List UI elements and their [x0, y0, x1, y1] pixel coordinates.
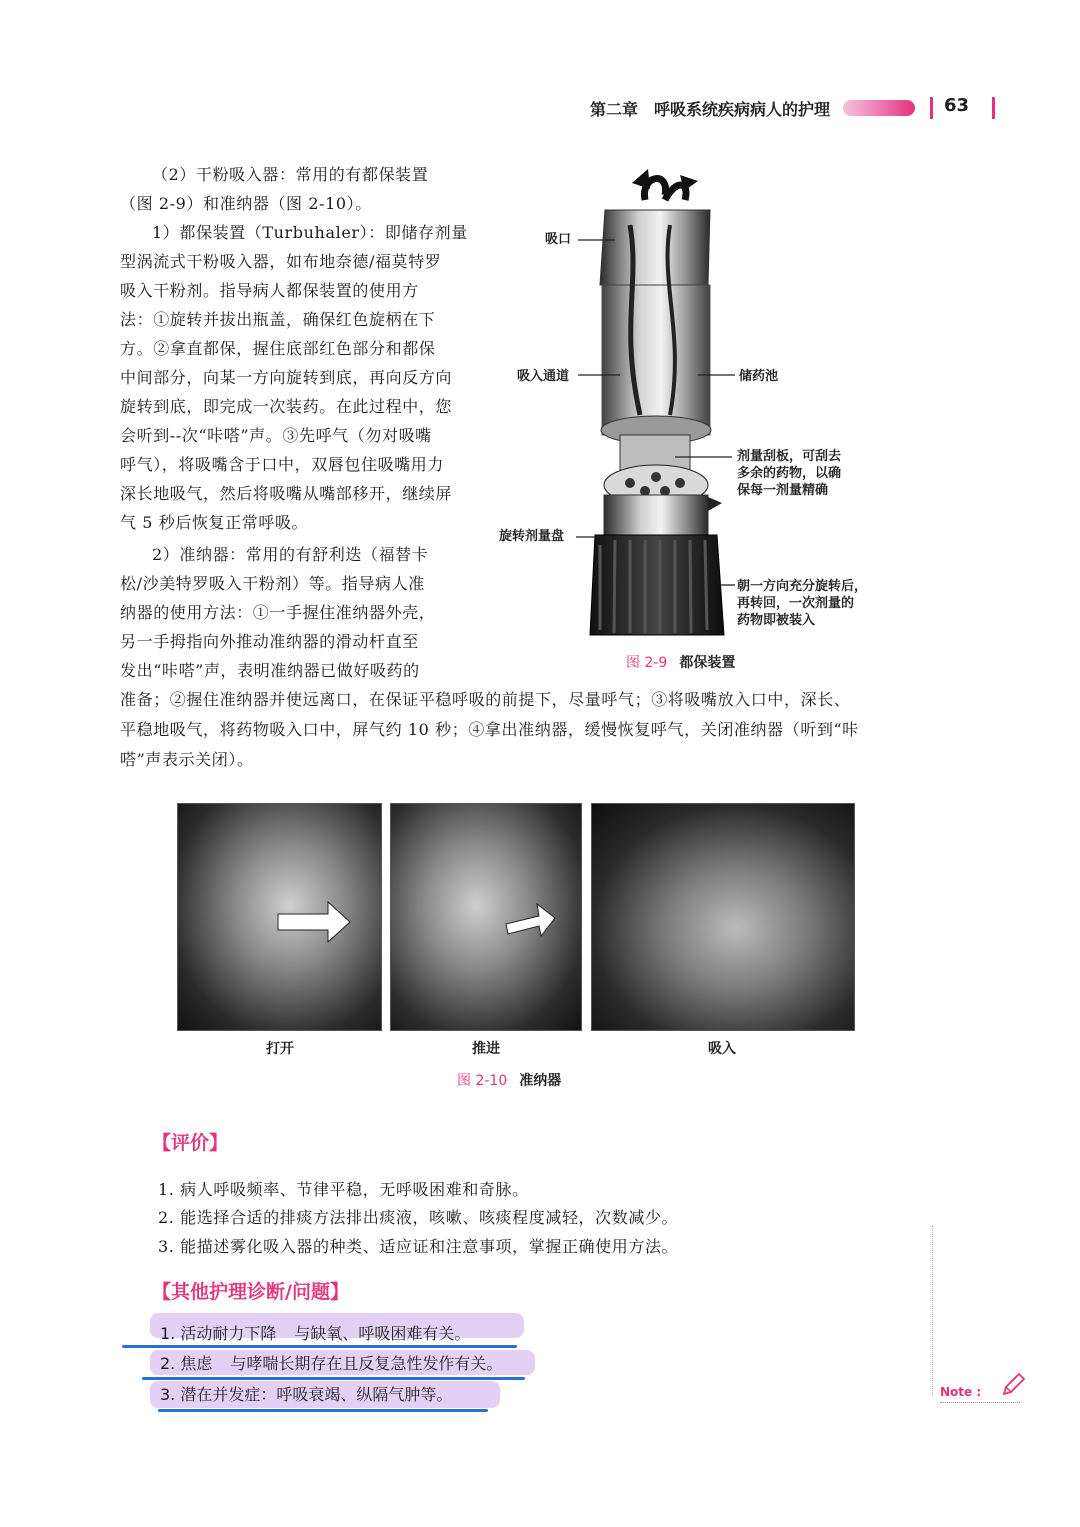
accuhaler-photo-inhale — [591, 803, 855, 1031]
figure-number: 图 2-9 — [626, 655, 668, 671]
text-line: 平稳地吸气，将药物吸入口中，屏气约 10 秒；④拿出准纳器，缓慢恢复呼气，关闭准纳器（听到“咔 — [120, 720, 859, 739]
text-line: （2）干粉吸入器：常用的有都保装置 — [152, 165, 429, 184]
section-heading-evaluation: 【评价】 — [152, 1132, 229, 1154]
note-rule — [940, 1402, 1020, 1403]
accuhaler-photo-open — [177, 803, 382, 1031]
text-line: 纳器的使用方法：①一手握住准纳器外壳， — [120, 603, 436, 622]
diagnosis-term: 2. 焦虑 — [160, 1354, 213, 1373]
margin-divider — [932, 1225, 933, 1395]
text-line: 会听到--次“咔嗒”声。③先呼气（勿对吸嘴 — [120, 426, 432, 445]
callout-turn-2: 再转回，一次剂量的 — [737, 596, 855, 611]
text-line: 另一手拇指向外推动准纳器的滑动杆直至 — [120, 632, 419, 651]
evaluation-item: 2. 能选择合适的排痰方法排出痰液，咳嗽、咳痰程度减轻，次数减少。 — [158, 1208, 679, 1227]
text-line: 型涡流式干粉吸入器，如布地奈德/福莫特罗 — [120, 252, 442, 271]
pencil-icon — [1000, 1372, 1026, 1398]
text-line: 气 5 秒后恢复正常呼吸。 — [120, 513, 309, 532]
text-line: 松/沙美特罗吸入干粉剂）等。指导病人准 — [120, 574, 425, 593]
figure-title: 准纳器 — [519, 1073, 562, 1089]
text-line: 嗒”声表示关闭）。 — [120, 750, 254, 769]
diagnosis-term: 3. 潜在并发症：呼吸衰竭、纵隔气肿等。 — [160, 1385, 453, 1404]
text-line: 呼气），将吸嘴含于口中，双唇包住吸嘴用力 — [120, 455, 445, 474]
diagnosis-term: 1. 活动耐力下降 — [160, 1324, 277, 1343]
callout-turn-3: 药物即被装入 — [737, 613, 816, 628]
diagnosis-desc: 与哮喘长期存在且反复急性发作有关。 — [230, 1354, 503, 1373]
photo-label-push: 推进 — [472, 1041, 500, 1057]
diagnosis-desc: 与缺氧、呼吸困难有关。 — [294, 1324, 471, 1343]
photo-label-inhale: 吸入 — [708, 1041, 736, 1057]
text-line: 中间部分，向某一方向旋转到底，再向反方向 — [120, 368, 453, 387]
note-label: Note : — [940, 1385, 982, 1399]
figure-caption — [626, 652, 735, 672]
text-line: 旋转到底，即完成一次装药。在此过程中，您 — [120, 397, 453, 416]
callout-inhale-channel: 吸入通道 — [517, 369, 570, 384]
diagnosis-item-3 — [160, 1382, 452, 1405]
text-line: 吸入干粉剂。指导病人都保装置的使用方 — [120, 281, 419, 300]
header-divider-right — [992, 97, 995, 119]
underline-mark — [122, 1345, 517, 1348]
text-line: 发出“咔嗒”声，表明准纳器已做好吸药的 — [120, 661, 420, 680]
callout-scraper-3: 保每一剂量精确 — [737, 483, 829, 498]
text-line: 法：①旋转并拔出瓶盖，确保红色旋柄在下 — [120, 310, 436, 329]
header-accent-bar — [843, 100, 915, 116]
figure-caption — [457, 1070, 561, 1090]
callout-turn-1: 朝一方向充分旋转后， — [737, 579, 868, 594]
arrow-icon — [391, 804, 581, 1030]
diagnosis-item-2 — [160, 1351, 502, 1374]
chapter-title: 第二章 呼吸系统疾病病人的护理 — [589, 100, 830, 119]
callout-dial: 旋转剂量盘 — [499, 529, 565, 544]
text-line: 深长地吸气，然后将吸嘴从嘴部移开，继续屏 — [120, 484, 453, 503]
text-line: 1）都保装置（Turbuhaler）：即储存剂量 — [152, 223, 468, 242]
accuhaler-photo-push — [390, 803, 582, 1031]
callout-scraper-2: 多余的药物，以确 — [737, 466, 842, 481]
section-heading-other-diagnoses: 【其他护理诊断/问题】 — [152, 1281, 349, 1303]
text-line: 2）准纳器：常用的有舒利迭（福替卡 — [152, 545, 429, 564]
evaluation-item: 3. 能描述雾化吸入器的种类、适应证和注意事项，掌握正确使用方法。 — [158, 1237, 679, 1256]
arrow-icon — [178, 804, 381, 1030]
page-number: 63 — [944, 95, 970, 116]
text-line: （图 2-9）和准纳器（图 2-10）。 — [120, 194, 372, 213]
figure-title: 都保装置 — [679, 655, 736, 671]
underline-mark — [158, 1409, 488, 1412]
photo-label-open: 打开 — [266, 1041, 294, 1057]
header-divider — [930, 97, 933, 119]
text-line: 方。②拿直都保，握住底部红色部分和都保 — [120, 339, 436, 358]
figure-number: 图 2-10 — [457, 1073, 508, 1089]
callout-scraper-1: 剂量刮板，可刮去 — [737, 449, 842, 464]
diagnosis-item-1 — [160, 1321, 470, 1344]
callout-reservoir: 储药池 — [739, 369, 779, 384]
underline-mark — [142, 1377, 525, 1380]
callout-mouthpiece: 吸口 — [545, 232, 572, 247]
evaluation-item: 1. 病人呼吸频率、节律平稳，无呼吸困难和奇脉。 — [158, 1180, 529, 1199]
text-line: 准备；②握住准纳器并使远离口，在保证平稳呼吸的前提下，尽量呼气；③将吸嘴放入口中，深长、 — [120, 690, 851, 709]
